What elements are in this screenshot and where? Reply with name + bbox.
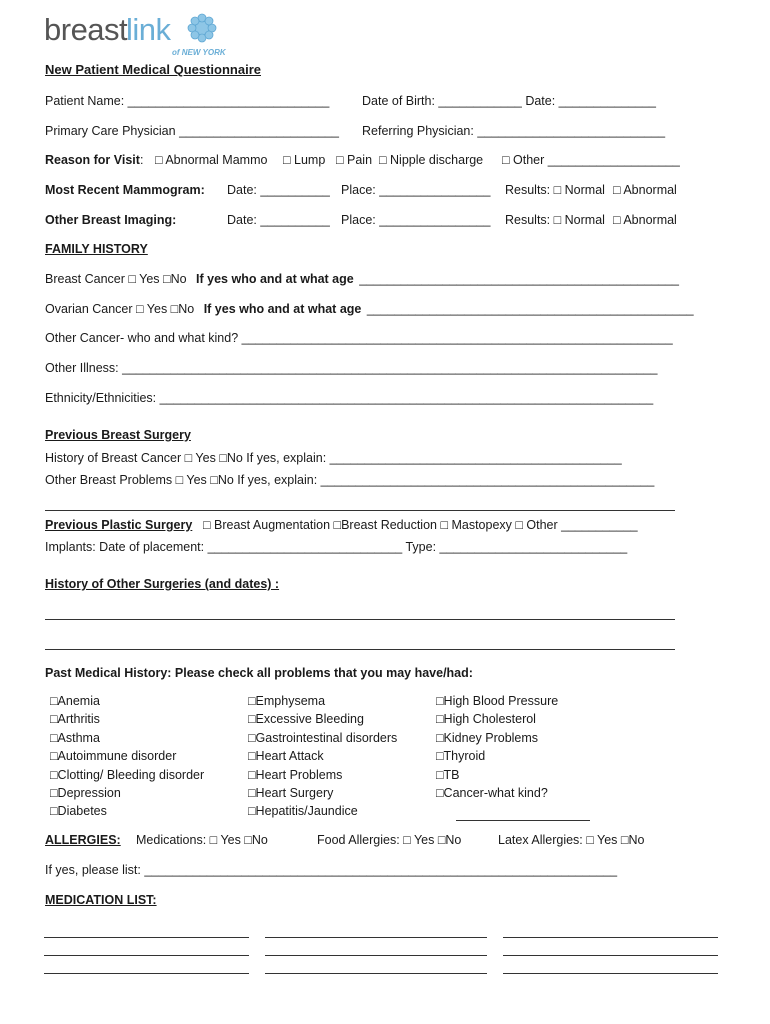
pmh-item[interactable]: □Arthritis <box>50 712 100 727</box>
logo <box>44 10 234 62</box>
pmh-item[interactable]: □Autoimmune disorder <box>50 749 177 764</box>
other-surgeries-line-1[interactable] <box>45 619 675 620</box>
other-surgeries-heading: History of Other Surgeries (and dates) : <box>45 577 280 591</box>
family-history-heading: FAMILY HISTORY <box>45 242 148 256</box>
pmh-item[interactable]: □Anemia <box>50 694 100 708</box>
pmh-item[interactable]: □High Cholesterol <box>436 712 536 727</box>
pmh-item[interactable]: □Hepatitis/Jaundice <box>248 804 358 819</box>
pmh-item[interactable]: □Heart Attack <box>248 749 324 764</box>
medication-line[interactable] <box>265 937 487 938</box>
pmh-item[interactable]: □Thyroid <box>436 749 486 764</box>
medication-list-heading: MEDICATION LIST: <box>45 893 157 907</box>
reason-lump-checkbox[interactable]: □ Lump <box>283 153 326 167</box>
reason-row <box>45 153 143 167</box>
pmh-item[interactable]: □Excessive Bleeding <box>248 712 364 727</box>
mammogram-date-field[interactable]: Date: __________ <box>227 183 330 197</box>
page-title: New Patient Medical Questionnaire <box>45 62 261 77</box>
explain-continuation-line[interactable] <box>45 510 675 511</box>
pmh-column-1 <box>50 692 204 821</box>
imaging-place-field[interactable]: Place: ________________ <box>341 213 491 227</box>
imaging-normal-checkbox[interactable]: Results: □ Normal <box>505 213 605 227</box>
family-ovarian-cancer-row <box>45 302 694 316</box>
medication-line[interactable] <box>265 955 487 956</box>
other-surgeries-line-2[interactable] <box>45 649 675 650</box>
medication-line[interactable] <box>503 937 718 938</box>
pmh-item[interactable]: □Diabetes <box>50 804 107 819</box>
imaging-date-field[interactable]: Date: __________ <box>227 213 330 227</box>
allergies-heading: ALLERGIES: <box>45 833 121 847</box>
mammogram-place-field[interactable]: Place: ________________ <box>341 183 491 197</box>
reason-pain-checkbox[interactable]: □ Pain <box>336 153 373 167</box>
reason-nipple-discharge-checkbox[interactable]: □ Nipple discharge <box>379 153 484 167</box>
medication-line[interactable] <box>44 937 249 938</box>
mammogram-abnormal-checkbox[interactable]: □ Abnormal <box>613 183 677 197</box>
medication-allergy-checkboxes[interactable]: Medications: □ Yes □No <box>136 833 268 847</box>
other-illness-field[interactable]: Other Illness: _____________________________________________________________________________ <box>45 361 658 375</box>
other-breast-problems-field[interactable]: Other Breast Problems □ Yes □No If yes, explain: ________________________________________________ <box>45 473 655 487</box>
pmh-item[interactable]: □Emphysema <box>248 694 326 708</box>
pmh-item[interactable]: □Kidney Problems <box>436 730 539 745</box>
cancer-kind-line[interactable] <box>456 820 590 821</box>
other-cancer-field[interactable]: Other Cancer- who and what kind? ______________________________________________________________ <box>45 331 673 345</box>
breast-cancer-field[interactable]: ______________________________________________ <box>359 272 680 286</box>
pmh-heading: Past Medical History: Please check all problems that you may have/had: <box>45 666 473 680</box>
patient-name-field[interactable]: Patient Name: _____________________________ <box>45 94 330 108</box>
breast-surgery-heading: Previous Breast Surgery <box>45 428 191 442</box>
logo-word-breast: breast <box>44 12 128 47</box>
pmh-item[interactable]: □Depression <box>50 786 121 801</box>
pmh-item[interactable]: □Asthma <box>50 730 100 745</box>
pmh-item[interactable]: □TB <box>436 767 460 782</box>
imaging-abnormal-checkbox[interactable]: □ Abnormal <box>613 213 677 227</box>
mammogram-normal-checkbox[interactable]: Results: □ Normal <box>505 183 605 197</box>
reason-colon: : <box>139 153 144 167</box>
pmh-column-3 <box>436 692 558 802</box>
medication-line[interactable] <box>44 973 249 974</box>
mammogram-label: Most Recent Mammogram: <box>45 183 205 197</box>
pmh-item[interactable]: □Gastrointestinal disorders <box>248 730 398 745</box>
imaging-label: Other Breast Imaging: <box>45 213 177 227</box>
allergies-list-field[interactable]: If yes, please list: ____________________________________________________________________ <box>45 863 618 877</box>
plastic-surgery-heading: Previous Plastic Surgery <box>45 518 193 532</box>
pmh-item[interactable]: □Cancer-what kind? <box>436 786 548 801</box>
pmh-item[interactable]: □Heart Surgery <box>248 786 334 801</box>
logo-word-link: link <box>126 12 171 47</box>
family-breast-cancer-row <box>45 272 679 286</box>
medication-line[interactable] <box>503 955 718 956</box>
breast-cancer-prompt: If yes who and at what age <box>196 272 354 286</box>
pmh-item[interactable]: □Heart Problems <box>248 767 343 782</box>
history-breast-cancer-field[interactable]: History of Breast Cancer □ Yes □No If yes, explain: __________________________________________ <box>45 451 622 465</box>
date-of-birth-field[interactable]: Date of Birth: ____________ Date: ______________ <box>362 94 656 108</box>
implants-field[interactable]: Implants: Date of placement: ____________________________ Type: ___________________________ <box>45 540 628 554</box>
logo-subtitle: of NEW YORK <box>172 48 226 57</box>
plastic-surgery-options[interactable]: □ Breast Augmentation □Breast Reduction □ Mastopexy □ Other ___________ <box>203 518 638 532</box>
medication-line[interactable] <box>265 973 487 974</box>
ovarian-cancer-prompt: If yes who and at what age <box>203 302 362 316</box>
reason-other-checkbox[interactable]: □ Other ___________________ <box>502 153 680 167</box>
primary-care-physician-field[interactable]: Primary Care Physician _______________________ <box>45 124 339 138</box>
medication-line[interactable] <box>44 955 249 956</box>
food-allergy-checkboxes[interactable]: Food Allergies: □ Yes □No <box>317 833 462 847</box>
pmh-item[interactable]: □High Blood Pressure <box>436 694 559 708</box>
flower-logo-icon <box>187 13 217 43</box>
pmh-column-2 <box>248 692 397 821</box>
ovarian-cancer-field[interactable]: _______________________________________________ <box>366 302 694 316</box>
medication-line[interactable] <box>503 973 718 974</box>
breast-cancer-checkboxes[interactable]: Breast Cancer □ Yes □No <box>45 272 187 286</box>
referring-physician-field[interactable]: Referring Physician: ___________________________ <box>362 124 666 138</box>
reason-abnormal-mammo-checkbox[interactable]: □ Abnormal Mammo <box>155 153 268 167</box>
reason-label: Reason for Visit <box>45 153 140 167</box>
ethnicity-field[interactable]: Ethnicity/Ethnicities: _______________________________________________________________________ <box>45 391 654 405</box>
ovarian-cancer-checkboxes[interactable]: Ovarian Cancer □ Yes □No <box>45 302 195 316</box>
latex-allergy-checkboxes[interactable]: Latex Allergies: □ Yes □No <box>498 833 645 847</box>
pmh-item[interactable]: □Clotting/ Bleeding disorder <box>50 767 205 782</box>
